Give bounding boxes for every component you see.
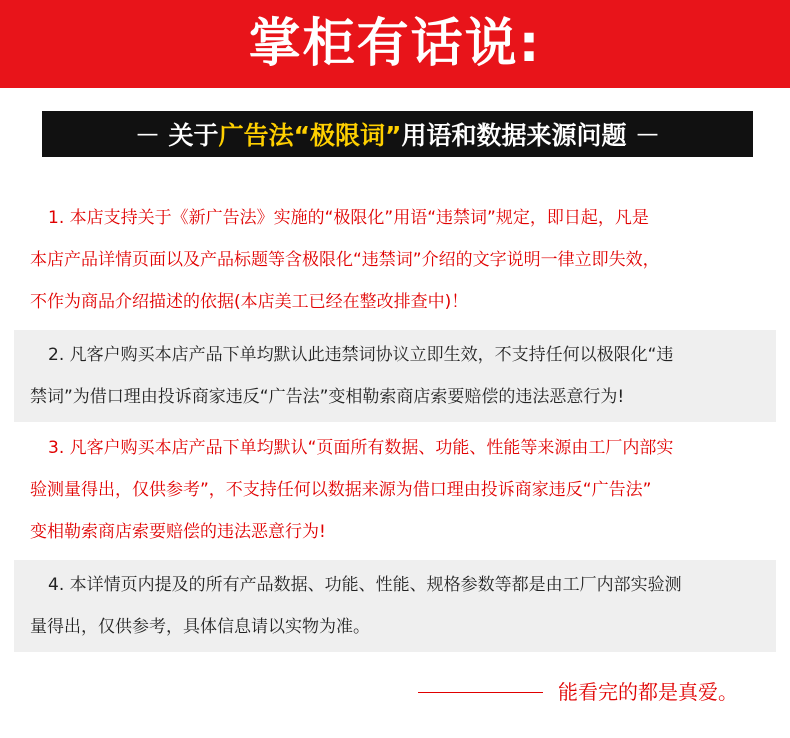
notice-line: 量得出，仅供参考，具体信息请以实物为准。 xyxy=(30,617,370,637)
notice-2 xyxy=(14,330,776,422)
page-title: 掌柜有话说: xyxy=(248,14,542,74)
footer xyxy=(0,672,790,712)
header-banner xyxy=(0,0,790,88)
notice-line: 1. 本店支持关于《新广告法》实施的“极限化”用语“违禁词”规定，即日起，凡是 xyxy=(48,208,649,228)
notice-line: 验测量得出，仅供参考”，不支持任何以数据来源为借口理由投诉商家违反“广告法” xyxy=(30,480,652,500)
dash-right: — xyxy=(636,121,659,147)
footer-text: 能看完的都是真爱。 xyxy=(558,680,738,704)
subheader-suffix: 用语和数据来源问题 xyxy=(401,121,627,150)
notice-line: 禁词”为借口理由投诉商家违反“广告法”变相勒索商店索要赔偿的违法恶意行为! xyxy=(30,387,625,407)
subheader-highlight: 广告法“极限词” xyxy=(218,121,402,150)
notice-1 xyxy=(14,195,776,325)
dash-left: — xyxy=(136,121,159,147)
notice-line: 2. 凡客户购买本店产品下单均默认此违禁词协议立即生效，不支持任何以极限化“违 xyxy=(48,345,674,365)
notice-4 xyxy=(14,560,776,652)
notice-line: 变相勒索商店索要赔偿的违法恶意行为! xyxy=(30,522,326,542)
subheader-prefix: 关于 xyxy=(168,121,219,150)
footer-divider xyxy=(418,692,543,693)
subheader-bar xyxy=(42,111,753,157)
notice-line: 不作为商品介绍描述的依据(本店美工已经在整改排查中)！ xyxy=(30,292,469,312)
notice-line: 本店产品详情页面以及产品标题等含极限化“违禁词”介绍的文字说明一律立即失效， xyxy=(30,250,660,270)
notice-line: 4. 本详情页内提及的所有产品数据、功能、性能、规格参数等都是由工厂内部实验测 xyxy=(48,575,682,595)
notice-3 xyxy=(14,423,776,558)
notice-line: 3. 凡客户购买本店产品下单均默认“页面所有数据、功能、性能等来源由工厂内部实 xyxy=(48,438,674,458)
